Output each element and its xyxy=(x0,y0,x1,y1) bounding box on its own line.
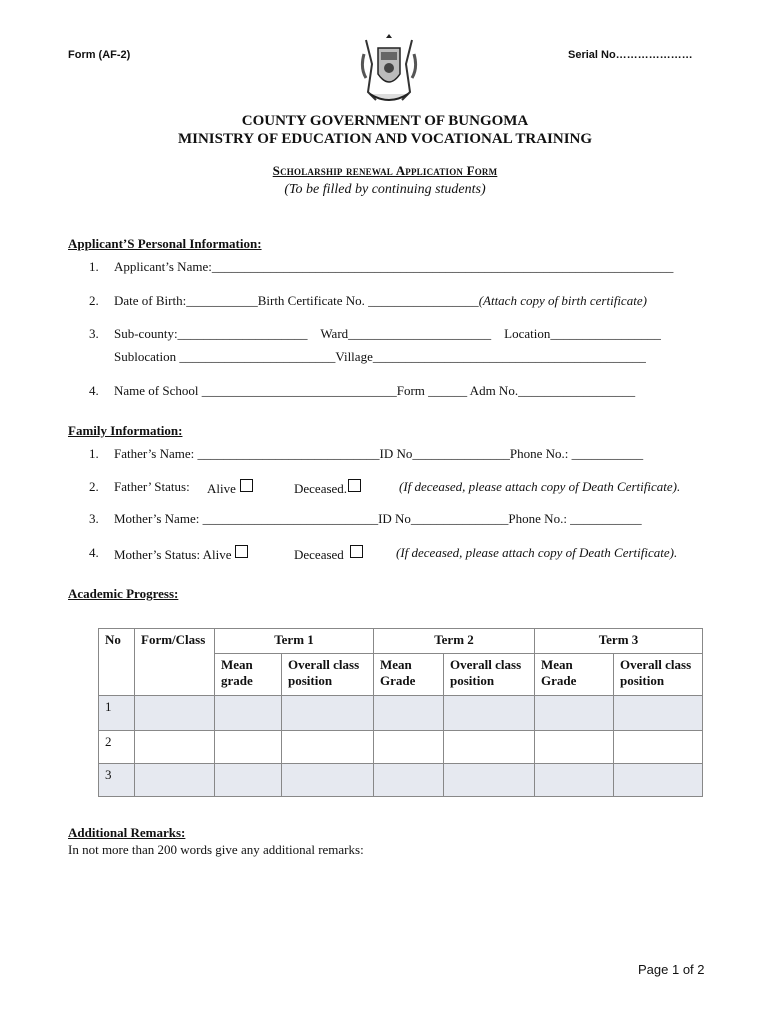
father-name-label: Father’s Name: ____________________________ID No_______________Phone No.: ___________ xyxy=(114,446,644,461)
mother-deceased-checkbox[interactable] xyxy=(350,545,363,558)
mother-alive-option[interactable] xyxy=(114,545,248,563)
table-cell[interactable] xyxy=(135,696,215,731)
mother-deceased-label: Deceased xyxy=(294,547,344,562)
father-death-cert-note: (If deceased, please attach copy of Death Certificate). xyxy=(399,479,681,494)
sublocation-village-label: Sublocation ________________________Village__________________________________________ xyxy=(114,349,646,364)
table-cell[interactable] xyxy=(535,764,614,797)
item-number: 1. xyxy=(89,446,99,461)
page-number: Page 1 of 2 xyxy=(638,962,705,977)
mother-deceased-option[interactable] xyxy=(294,545,363,563)
father-alive-option[interactable] xyxy=(207,479,253,497)
mother-name-label: Mother’s Name: ___________________________ID No_______________Phone No.: ___________ xyxy=(114,511,642,526)
table-cell[interactable] xyxy=(135,764,215,797)
term1-mean-grade-header: Mean grade xyxy=(215,653,282,695)
form-code: Form (AF-2) xyxy=(68,49,131,61)
mother-alive-label: Mother’s Status: Alive xyxy=(114,547,232,562)
table-cell[interactable] xyxy=(444,696,535,731)
table-cell[interactable] xyxy=(135,731,215,764)
subcounty-ward-location-label: Sub-county:____________________ Ward______________________ Location_________________ xyxy=(114,326,661,341)
academic-progress-table xyxy=(98,628,703,797)
item-number: 4. xyxy=(89,545,99,560)
table-cell[interactable] xyxy=(282,764,374,797)
birth-cert-note: (Attach copy of birth certificate) xyxy=(478,293,647,308)
table-cell[interactable] xyxy=(614,731,703,764)
table-cell[interactable] xyxy=(282,696,374,731)
col-no-header: No xyxy=(99,629,135,696)
form-subtitle: (To be filled by continuing students) xyxy=(284,182,486,197)
table-cell[interactable] xyxy=(535,731,614,764)
academic-progress-heading: Academic Progress: xyxy=(68,586,179,601)
table-cell[interactable] xyxy=(215,696,282,731)
father-alive-checkbox[interactable] xyxy=(240,479,253,492)
item-number: 1. xyxy=(89,259,99,274)
table-cell[interactable] xyxy=(215,731,282,764)
coat-of-arms-emblem xyxy=(356,34,422,108)
table-cell[interactable] xyxy=(374,731,444,764)
col-form-header: Form/Class xyxy=(135,629,215,696)
row-number: 2 xyxy=(99,731,135,764)
father-deceased-option[interactable] xyxy=(294,479,361,497)
father-deceased-label: Deceased. xyxy=(294,481,348,496)
table-cell[interactable] xyxy=(282,731,374,764)
table-cell[interactable] xyxy=(444,731,535,764)
item-number: 2. xyxy=(89,293,99,308)
item-number: 3. xyxy=(89,511,99,526)
term3-header: Term 3 xyxy=(535,629,703,654)
term2-mean-grade-header: Mean Grade xyxy=(374,653,444,695)
term1-class-position-header: Overall class position xyxy=(282,653,374,695)
school-form-adm-label: Name of School ______________________________Form ______ Adm No.__________________ xyxy=(114,383,636,398)
item-number: 3. xyxy=(89,326,99,341)
serial-number-label: Serial No………………… xyxy=(568,49,693,61)
table-cell[interactable] xyxy=(374,764,444,797)
ministry-title: MINISTRY OF EDUCATION AND VOCATIONAL TRAINING xyxy=(177,131,593,147)
county-title: COUNTY GOVERNMENT OF BUNGOMA xyxy=(241,113,529,129)
table-cell[interactable] xyxy=(614,764,703,797)
family-info-heading: Family Information: xyxy=(68,423,183,438)
table-cell[interactable] xyxy=(614,696,703,731)
father-status-label: Father’ Status: xyxy=(114,479,190,494)
item-number: 4. xyxy=(89,383,99,398)
item-number: 2. xyxy=(89,479,99,494)
row-number: 1 xyxy=(99,696,135,731)
father-deceased-checkbox[interactable] xyxy=(348,479,361,492)
mother-death-cert-note: (If deceased, please attach copy of Death Certificate). xyxy=(396,545,678,560)
table-cell[interactable] xyxy=(215,764,282,797)
father-alive-label: Alive xyxy=(207,481,236,496)
table-row xyxy=(99,731,703,764)
dob-birthcert-label: Date of Birth:___________Birth Certificate No. _________________ xyxy=(114,293,479,308)
additional-remarks-heading: Additional Remarks: xyxy=(68,825,186,840)
term1-header: Term 1 xyxy=(215,629,374,654)
term3-class-position-header: Overall class position xyxy=(614,653,703,695)
personal-info-heading: Applicant’S Personal Information: xyxy=(68,236,262,251)
mother-alive-checkbox[interactable] xyxy=(235,545,248,558)
form-title: Scholarship renewal Application Form xyxy=(272,163,498,178)
table-row xyxy=(99,764,703,797)
term2-header: Term 2 xyxy=(374,629,535,654)
term2-class-position-header: Overall class position xyxy=(444,653,535,695)
term3-mean-grade-header: Mean Grade xyxy=(535,653,614,695)
applicant-name-label: Applicant’s Name:_______________________________________________________________________ xyxy=(114,259,674,274)
table-cell[interactable] xyxy=(444,764,535,797)
remarks-input-area[interactable] xyxy=(68,864,702,944)
table-row xyxy=(99,696,703,731)
table-cell[interactable] xyxy=(535,696,614,731)
table-cell[interactable] xyxy=(374,696,444,731)
remarks-instructions: In not more than 200 words give any additional remarks: xyxy=(68,842,364,857)
row-number: 3 xyxy=(99,764,135,797)
